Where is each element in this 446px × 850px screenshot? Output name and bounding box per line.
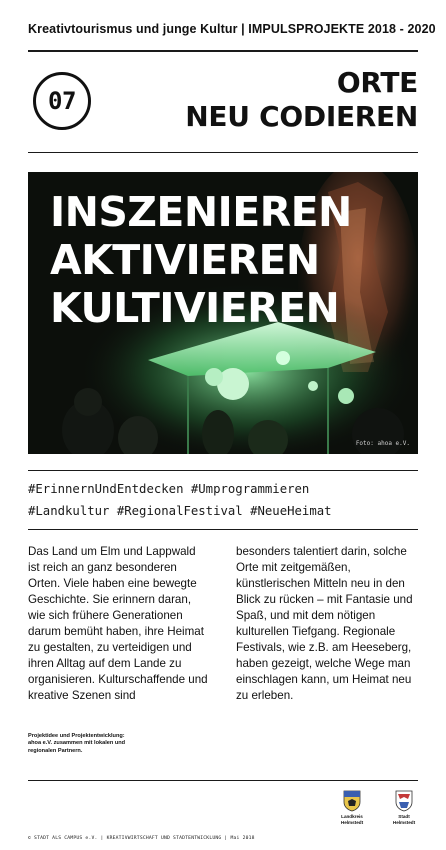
header-title: Kreativtourismus und junge Kultur | IMPULSPROJEKTE 2018 - 2020	[28, 22, 436, 36]
hashtag-list	[28, 478, 420, 522]
body-text-left: Das Land um Elm und Lappwald ist reich an ganz besonderen Orten. Viele haben eine bewegte Geschichte. Sie erinnern daran, wie sich frühere Generationen darum bemüht haben, ihre Heimat zu gestalten, zu verteidigen und ihren Alltag auf dem Lande zu organisieren. Kulturschaffende und kreative Szenen sind	[28, 545, 208, 702]
landkreis-crest-icon	[343, 790, 361, 812]
hashtag-line: #Landkultur #RegionalFestival #NeueHeimat	[28, 504, 332, 518]
hero-headline-line: INSZENIEREN	[50, 188, 352, 236]
hero-photo	[28, 172, 418, 454]
landkreis-label: Landkreis Helmstedt	[340, 814, 364, 825]
project-credit-note: Projektidee und Projektentwicklung: ahoa e.V. zusammen mit lokalen und regionalen Partnern.	[28, 733, 126, 754]
hashtag-line: #ErinnernUndEntdecken #Umprogrammieren	[28, 482, 310, 496]
hashtag-top-rule	[28, 470, 418, 471]
body-text-right: besonders talentiert darin, solche Orte mit zeitgemäßen, künstlerischen Mitteln neu in den Blick zu rücken – mit Fantasie und Spaß, und mit dem nötigen kulturellen Tiefgang. Regionale Festivals, wie z.B. am Heeseberg, haben gezeigt, welche Wege man einschlagen kann, um Heimat neu zu erleben.	[236, 545, 413, 702]
stadt-helmstedt-logo	[388, 790, 420, 825]
project-title-line1: ORTE	[336, 66, 418, 99]
header-rule	[28, 50, 418, 52]
project-number: 07	[48, 87, 76, 115]
photo-credit: Foto: ahoa e.V.	[355, 440, 410, 447]
project-title	[185, 66, 418, 134]
footer-text: © STADT ALS CAMPUS e.V. | KREATIVWIRTSCHAFT UND STADTENTWICKLUNG | Mai 2018	[28, 836, 255, 841]
stadt-crest-icon	[395, 790, 413, 812]
project-title-line2: NEU CODIEREN	[185, 100, 418, 133]
hashtag-bottom-rule	[28, 529, 418, 530]
hero-headline-line: AKTIVIEREN	[50, 236, 320, 284]
hero-headline-line: KULTIVIEREN	[50, 284, 340, 332]
footer-rule	[28, 780, 418, 781]
landkreis-helmstedt-logo	[336, 790, 368, 825]
hero-headline	[50, 188, 352, 332]
stadt-label: Stadt Helmstedt	[392, 814, 416, 825]
title-rule	[28, 152, 418, 153]
project-number-badge	[33, 72, 91, 130]
